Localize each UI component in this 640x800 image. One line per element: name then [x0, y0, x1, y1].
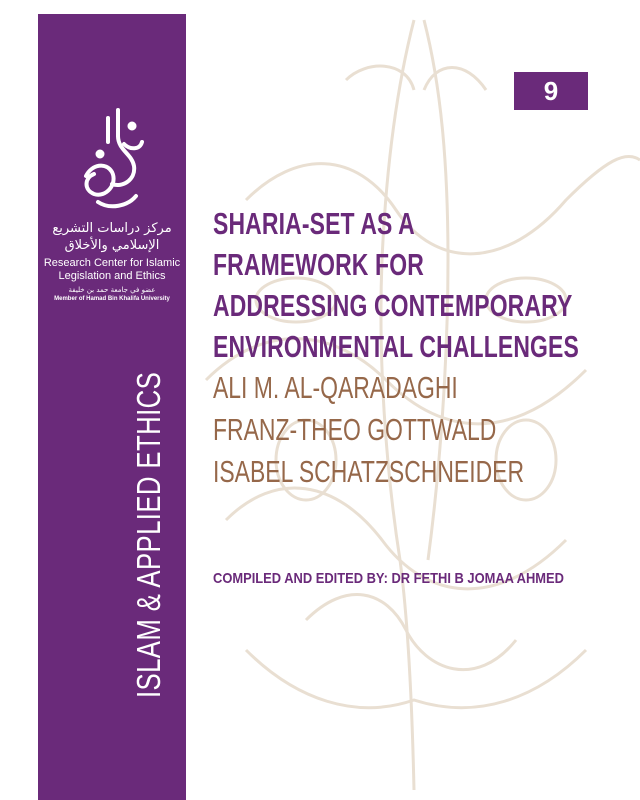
authors: [213, 367, 633, 493]
series-name: ISLAM & APPLIED ETHICS: [130, 371, 167, 698]
calligraphy-logo-icon: [78, 106, 146, 214]
series-number-badge: 9: [514, 72, 588, 110]
institution-arabic-line2: الإسلامي والأخلاق: [64, 238, 160, 253]
author-name: ALI M. AL-QARADAGHI: [213, 370, 458, 405]
institution-arabic-line1: مركز دراسات التشريع: [52, 221, 172, 236]
title-line: ENVIRONMENTAL CHALLENGES: [213, 329, 579, 364]
institution-english-line2: Legislation and Ethics: [58, 270, 166, 282]
member-arabic: عضو في جامعة حمد بن خليفة: [68, 286, 156, 294]
title-line: SHARIA-SET AS A: [213, 206, 415, 241]
author-name: ISABEL SCHATZSCHNEIDER: [213, 454, 525, 489]
title-line: FRAMEWORK FOR: [213, 247, 424, 282]
book-title: [213, 203, 640, 367]
member-english: Member of Hamad Bin Khalifa University: [54, 296, 170, 302]
title-line: ADDRESSING CONTEMPORARY: [213, 288, 573, 323]
sidebar: [38, 14, 186, 800]
author-name: FRANZ-THEO GOTTWALD: [213, 412, 497, 447]
compiled-by: COMPILED AND EDITED BY: DR FETHI B JOMAA AHMED: [213, 570, 564, 587]
institution-english-line1: Research Center for Islamic: [43, 257, 181, 269]
